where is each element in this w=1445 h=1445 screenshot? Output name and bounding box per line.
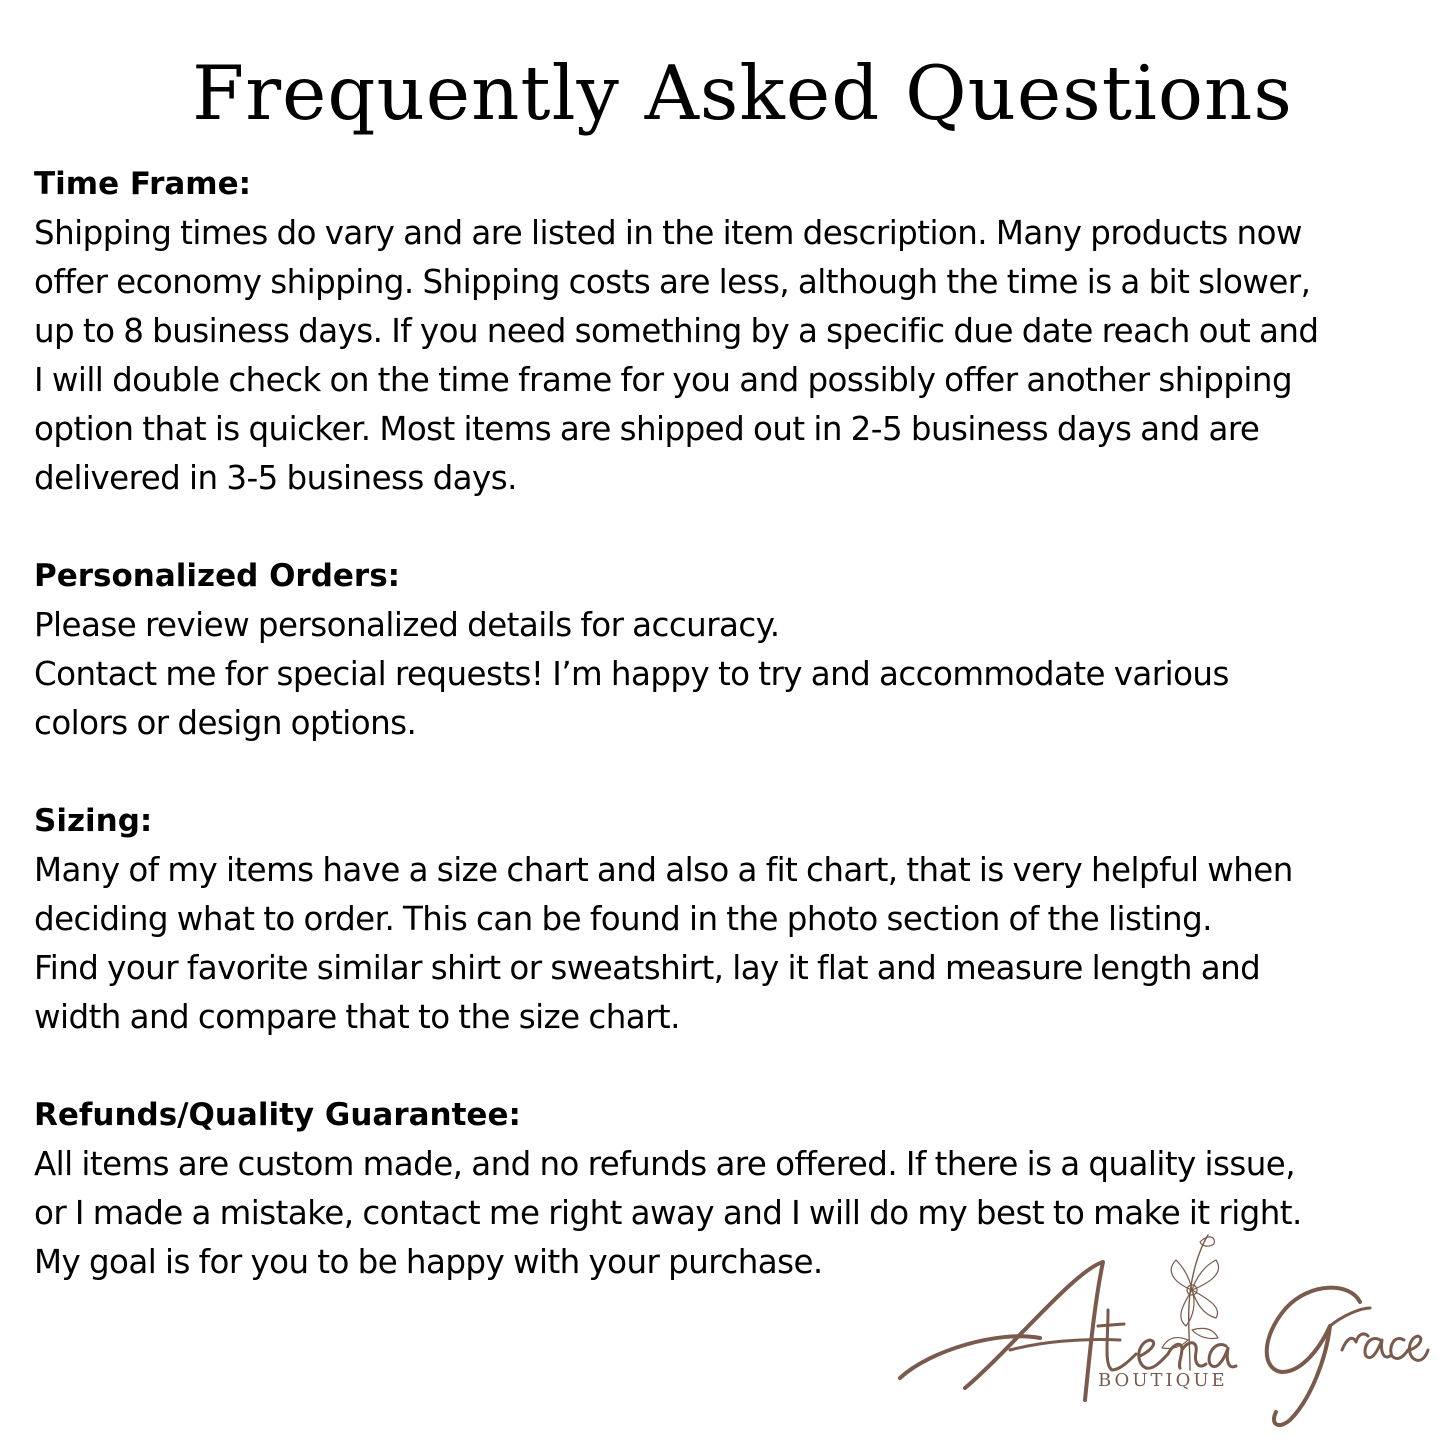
faq-heading: Refunds/Quality Guarantee:: [34, 1097, 521, 1133]
brand-logo: [890, 1230, 1430, 1435]
faq-line: option that is quicker. Most items are shipped out in 2-5 business days and are: [34, 410, 1260, 448]
faq-line: All items are custom made, and no refunds are offered. If there is a quality issue,: [34, 1145, 1296, 1183]
faq-section-personalized-orders: [34, 552, 1429, 748]
faq-line: width and compare that to the size chart.: [34, 998, 680, 1036]
faq-heading: Personalized Orders:: [34, 558, 401, 594]
brand-tagline: BOUTIQUE: [1098, 1370, 1228, 1391]
faq-line: delivered in 3-5 business days.: [34, 459, 517, 497]
faq-heading: Sizing:: [34, 803, 153, 839]
faq-heading: Time Frame:: [34, 166, 252, 202]
faq-line: or I made a mistake, contact me right away and I will do my best to make it right.: [34, 1194, 1302, 1232]
faq-section-sizing: [34, 797, 1429, 1042]
faq-line: Shipping times do vary and are listed in the item description. Many products now: [34, 214, 1302, 252]
faq-list: [34, 160, 1429, 1336]
faq-line: colors or design options.: [34, 704, 417, 742]
faq-line: deciding what to order. This can be found in the photo section of the listing.: [34, 900, 1212, 938]
brand-logo-script: [890, 1230, 1430, 1435]
page-title: Frequently Asked Questions: [192, 49, 1293, 137]
faq-line: Find your favorite similar shirt or sweatshirt, lay it flat and measure length and: [34, 949, 1261, 987]
faq-line: Please review personalized details for accuracy.: [34, 606, 780, 644]
faq-section-time-frame: [34, 160, 1429, 503]
faq-line: offer economy shipping. Shipping costs are less, although the time is a bit slower,: [34, 263, 1311, 301]
faq-line: Many of my items have a size chart and also a fit chart, that is very helpful when: [34, 851, 1293, 889]
faq-line: My goal is for you to be happy with your purchase.: [34, 1243, 823, 1281]
faq-line: Contact me for special requests! I’m happy to try and accommodate various: [34, 655, 1229, 693]
faq-line: up to 8 business days. If you need something by a specific due date reach out and: [34, 312, 1319, 350]
faq-line: I will double check on the time frame for you and possibly offer another shipping: [34, 361, 1293, 399]
